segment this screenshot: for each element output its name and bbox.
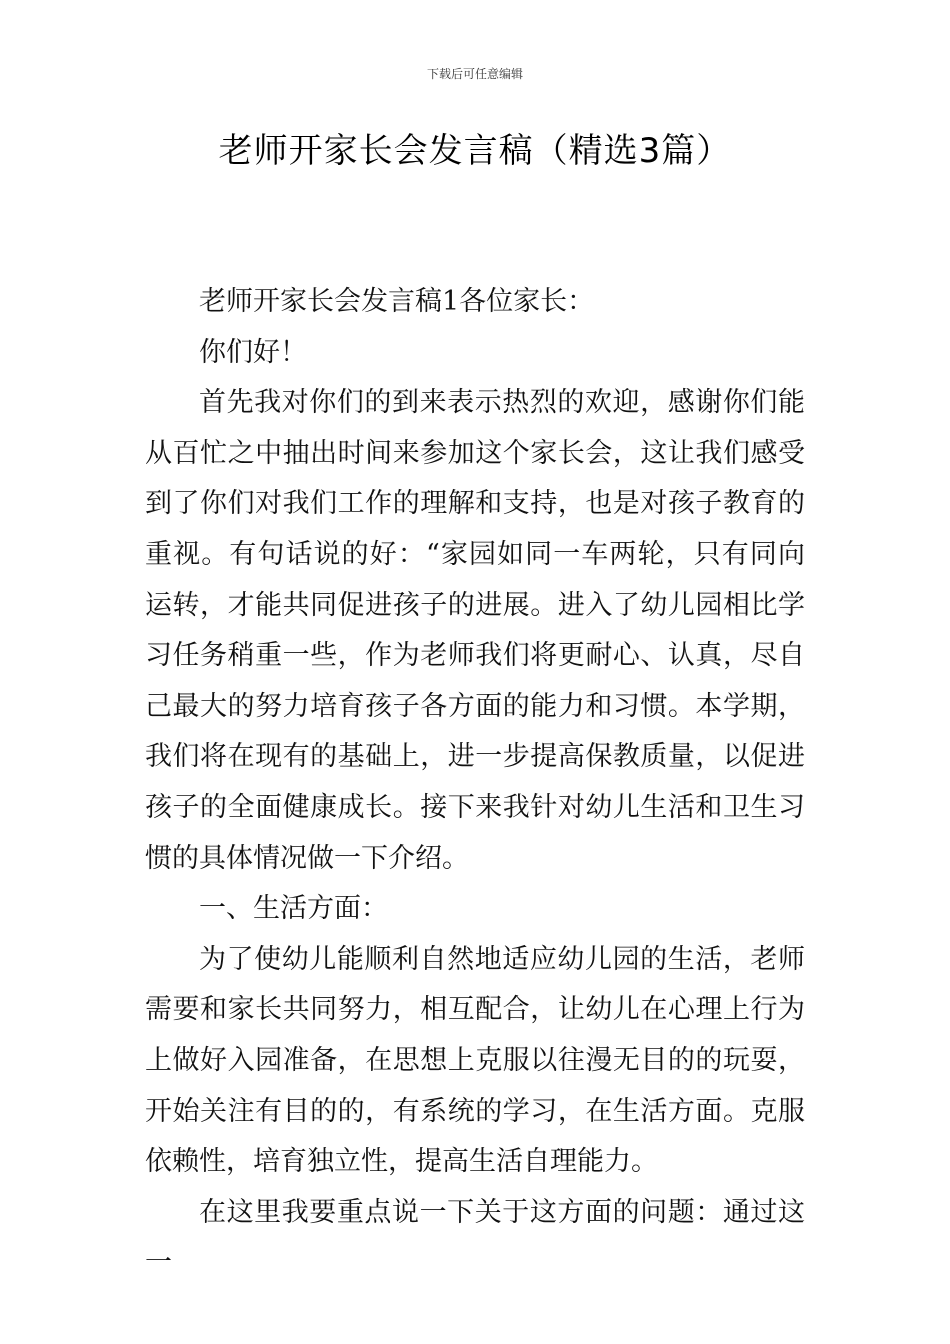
document-title: 老师开家长会发言稿（精选3篇） — [218, 131, 732, 171]
header-note: 下载后可任意编辑 — [426, 67, 523, 81]
paragraph-key-issue: 在这里我要重点说一下关于这方面的问题：通过这一 — [145, 1196, 805, 1279]
paragraph-life-aspect: 为了使幼儿能顺利自然地适应幼儿园的生活，老师需要和家长共同努力，相互配合，让幼儿在心理上行为上做好入园准备，在思想上克服以往漫无目的的玩耍，开始关注有目的的，有系统的学习，在生活方面。克服依赖性，培育独立性，提高生活自理能力。 — [145, 943, 805, 1178]
paragraph-greeting-line: 老师开家长会发言稿1各位家长： — [199, 286, 595, 317]
paragraph-hello: 你们好！ — [199, 336, 307, 368]
paragraph-welcome: 首先我对你们的到来表示热烈的欢迎，感谢你们能从百忙之中抽出时间来参加这个家长会，这让我们感受到了你们对我们工作的理解和支持，也是对孩子教育的重视。有句话说的好：“家园如同一车两轮，只有同向运转，才能共同促进孩子的进展。进入了幼儿园相比学习任务稍重一些，作为老师我们将更耐心、认真，尽自己最大的努力培育孩子各方面的能力和习惯。本学期，我们将在现有的基础上，进一步提高保教质量，以促进孩子的全面健康成长。接下来我针对幼儿生活和卫生习惯的具体情况做一下介绍。 — [145, 387, 805, 874]
document-body — [145, 277, 805, 1289]
section-heading-life: 一、生活方面： — [199, 893, 388, 925]
